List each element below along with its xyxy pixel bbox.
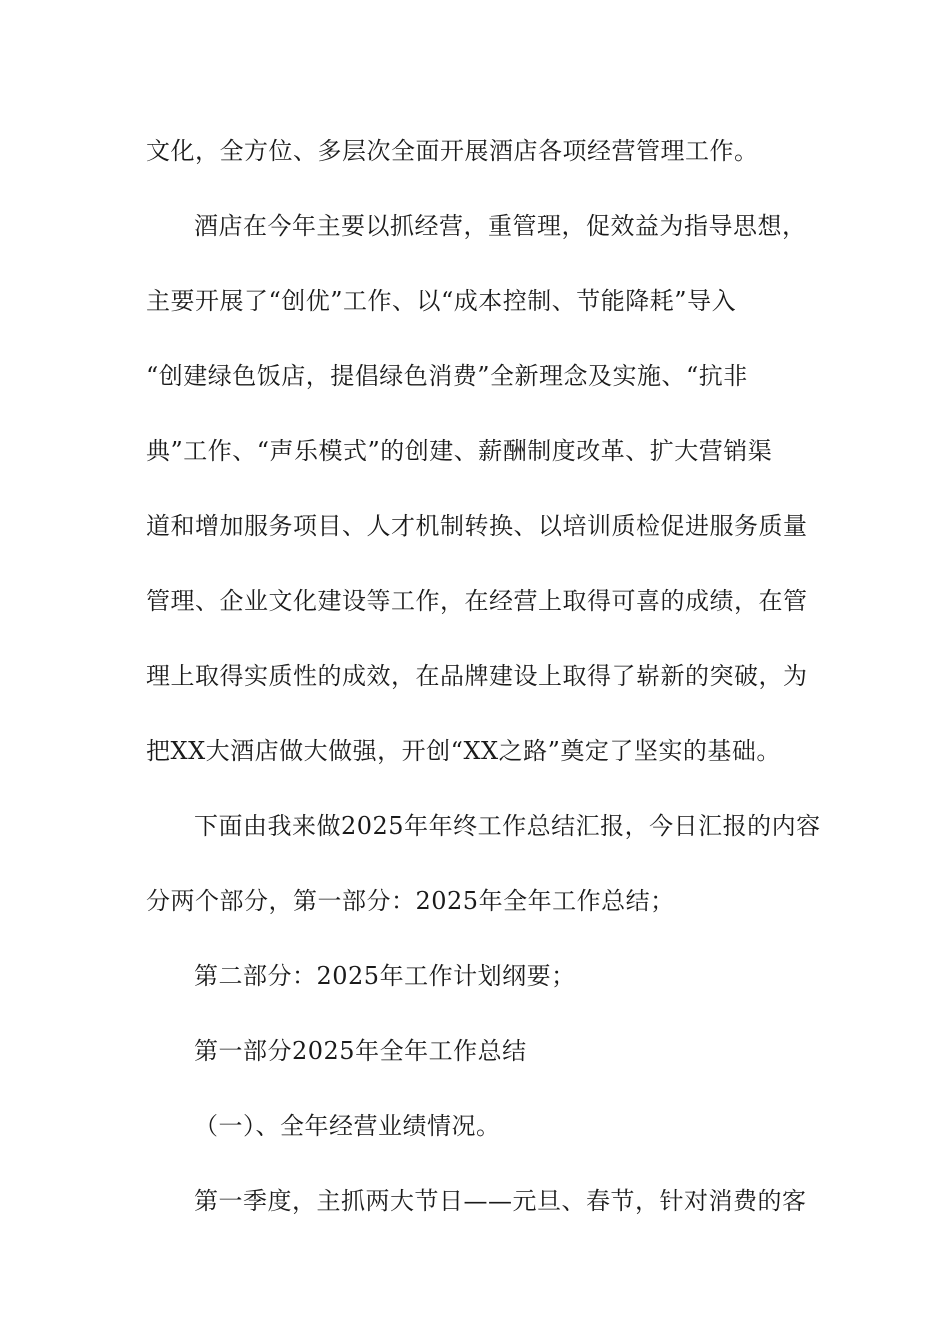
text-line-6: 道和增加服务项目、人才机制转换、以培训质检促进服务质量: [146, 512, 808, 540]
section-heading: 第一部分2025年全年工作总结: [194, 1037, 527, 1065]
text-line-8: 理上取得实质性的成效，在品牌建设上取得了崭新的突破，为: [146, 662, 808, 690]
report-intro-line: 下面由我来做2025年年终工作总结汇报，今日汇报的内容: [194, 812, 821, 840]
text-line-1: 文化，全方位、多层次全面开展酒店各项经营管理工作。: [146, 137, 759, 165]
text-line-4: “创建绿色饭店，提倡绿色消费”全新理念及实施、“抗非: [146, 362, 748, 390]
paragraph-start-line: 酒店在今年主要以抓经营，重管理，促效益为指导思想，: [194, 212, 807, 240]
part-two-line: 第二部分：2025年工作计划纲要；: [194, 962, 576, 990]
text-line-9: 把XX大酒店做大做强，开创“XX之路”奠定了坚实的基础。: [146, 737, 781, 765]
text-line-3: 主要开展了“创优”工作、以“成本控制、节能降耗”导入: [146, 287, 737, 315]
text-line-11: 分两个部分，第一部分：2025年全年工作总结；: [146, 887, 675, 915]
subsection-heading: （一）、全年经营业绩情况。: [194, 1112, 501, 1140]
quarter-line: 第一季度，主抓两大节日——元旦、春节，针对消费的客: [194, 1187, 807, 1215]
text-line-5: 典”工作、“声乐模式”的创建、薪酬制度改革、扩大营销渠: [146, 437, 773, 465]
text-line-7: 管理、企业文化建设等工作，在经营上取得可喜的成绩，在管: [146, 587, 808, 615]
